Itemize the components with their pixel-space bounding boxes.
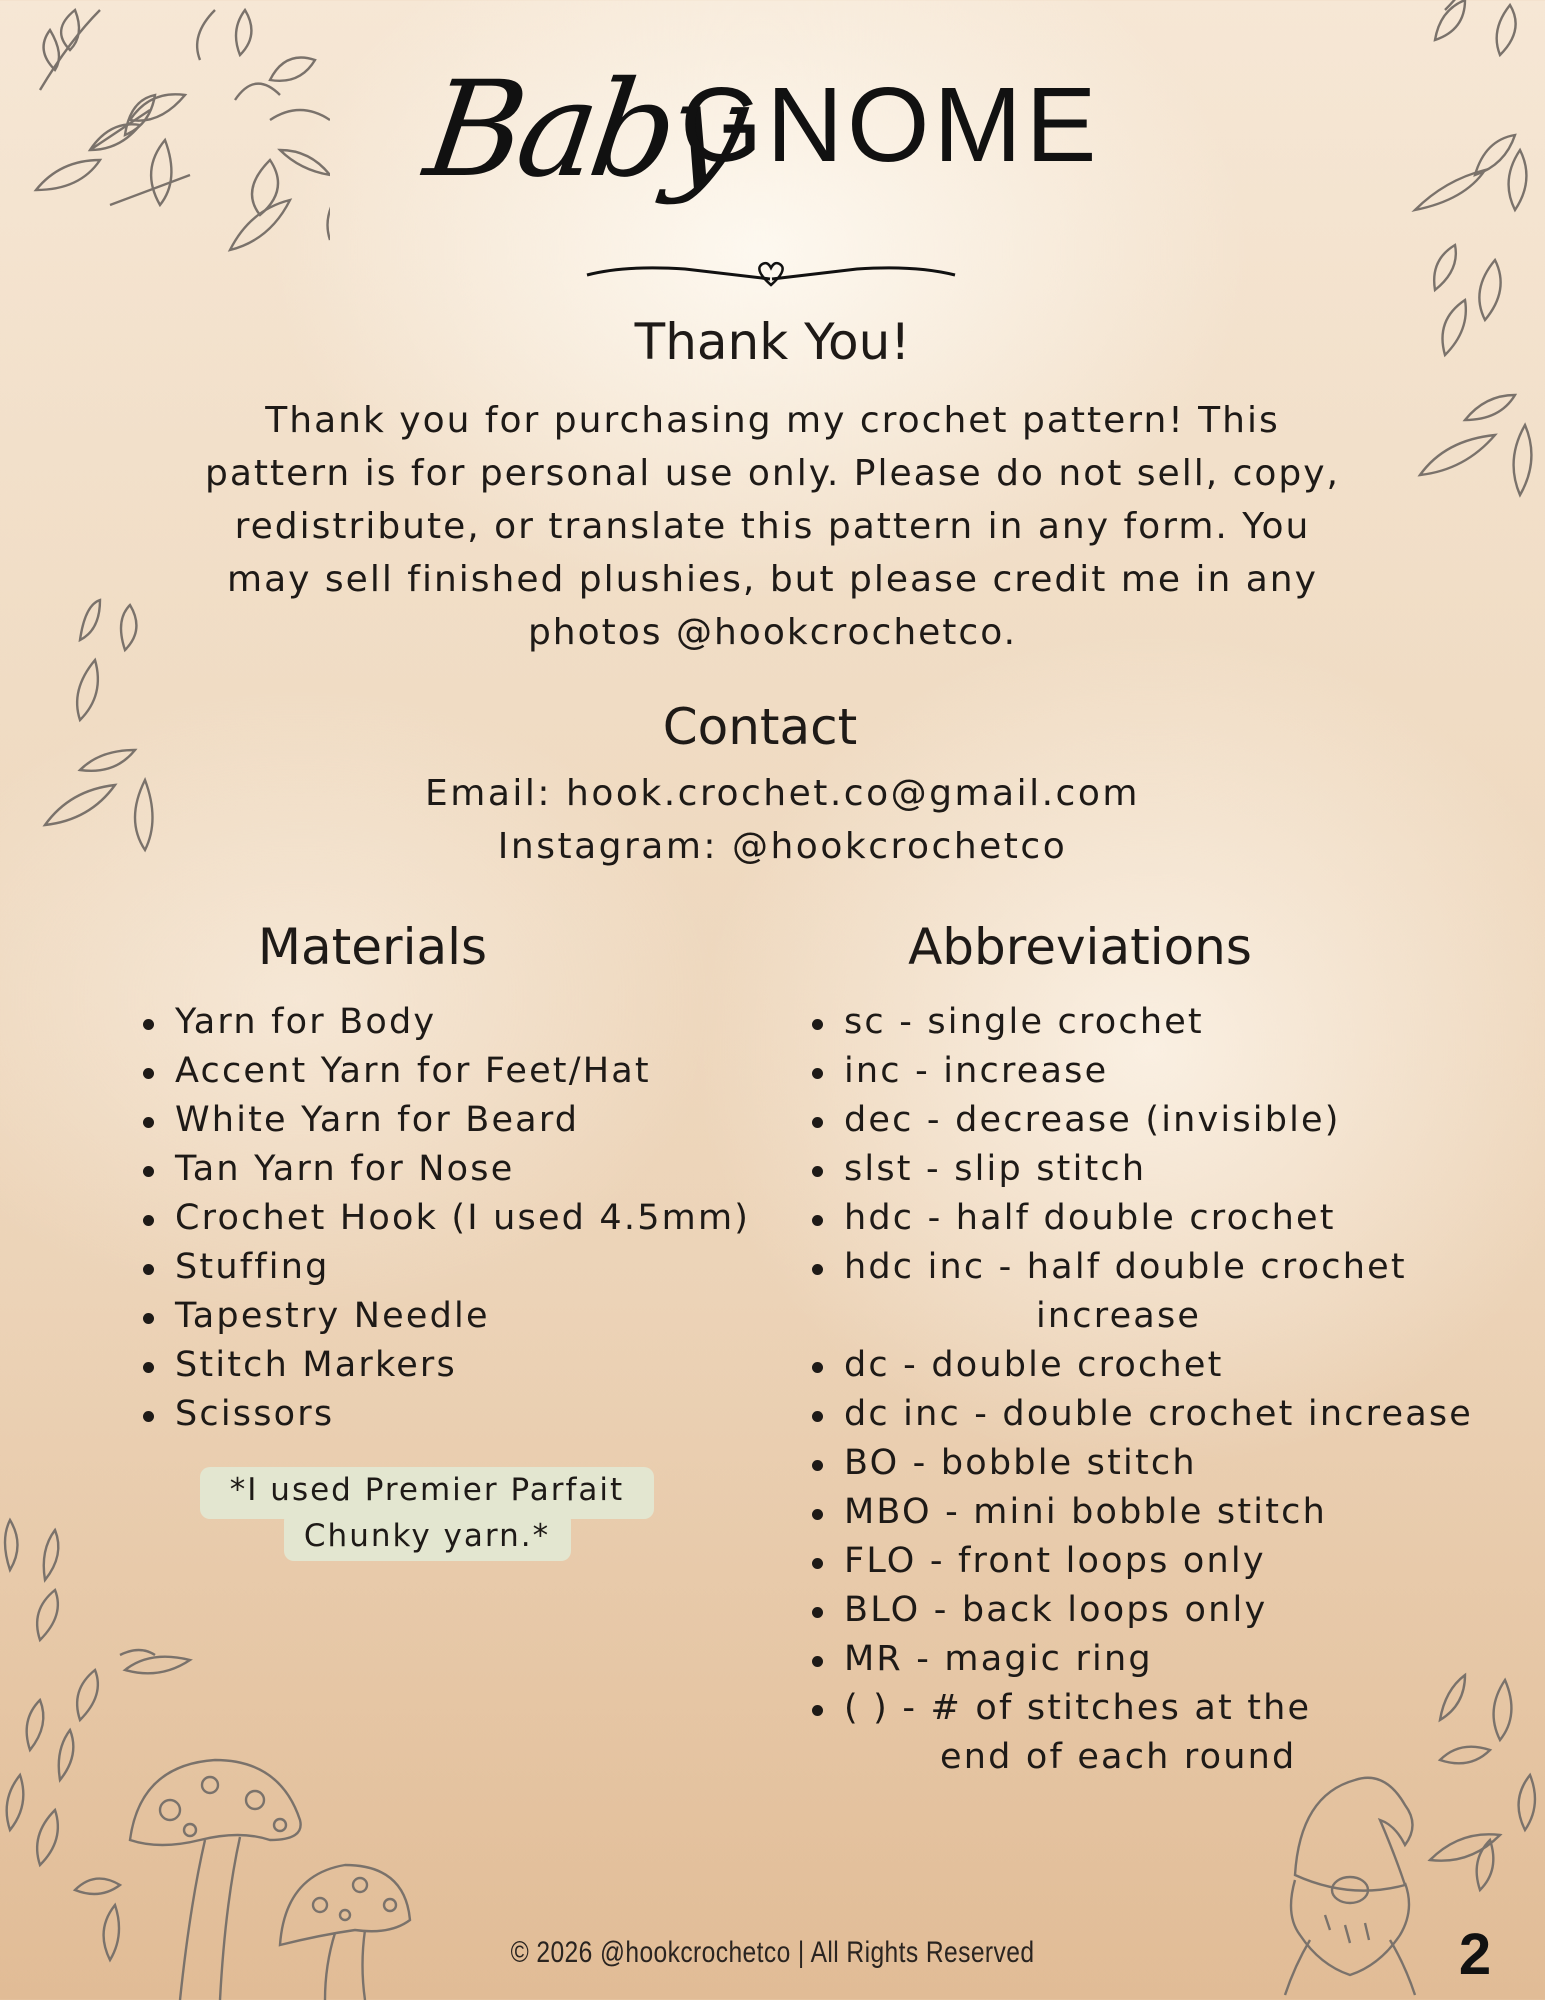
list-item: sc - single crochet [806,998,1473,1047]
list-item: Crochet Hook (I used 4.5mm) [137,1194,750,1243]
list-item: dec - decrease (invisible) [806,1096,1473,1145]
contact-instagram: Instagram: @hookcrochetco [497,826,1068,867]
thank-you-line: Thank you for purchasing my crochet pattern! This [265,400,1280,441]
list-item: Accent Yarn for Feet/Hat [137,1047,750,1096]
list-item: White Yarn for Beard [137,1096,750,1145]
contact-email: Email: hook.crochet.co@gmail.com [425,773,1140,814]
thank-you-line: photos @hookcrochetco. [527,612,1018,653]
list-item: Stitch Markers [137,1341,750,1390]
leaf-sprig-icon [1405,0,1545,520]
list-item: hdc - half double crochet [806,1194,1473,1243]
thank-you-paragraph [150,394,1395,659]
page-number: 2 [1458,1922,1492,1987]
thank-you-line: may sell finished plushies, but please credit me in any [227,559,1318,600]
list-item: dc inc - double crochet increase [806,1390,1473,1439]
thank-you-heading: Thank You! [634,313,911,371]
thank-you-line: redistribute, or translate this pattern in any form. You [234,506,1311,547]
list-item: MBO - mini bobble stitch [806,1488,1473,1537]
list-item: FLO - front loops only [806,1537,1473,1586]
list-item: Scissors [137,1390,750,1439]
yarn-note-line: Chunky yarn.* [303,1518,551,1554]
contact-heading: Contact [662,698,858,756]
abbreviations-heading: Abbreviations [908,918,1252,976]
list-item: Tapestry Needle [137,1292,750,1341]
list-item: BLO - back loops only [806,1586,1473,1635]
title-main-word: GNOME [680,66,1101,184]
leaf-sprig-icon [30,0,330,270]
materials-list [137,998,750,1439]
list-item-continuation: increase [1036,1296,1202,1336]
copyright-footer: © 2026 @hookcrochetco | All Rights Reserved [510,1936,1035,1969]
abbreviations-list [806,998,1473,1782]
list-item: MR - magic ring [806,1635,1473,1684]
list-item-text: ( ) - # of stitches at the [844,1688,1312,1728]
list-item [806,1243,1473,1341]
list-item-continuation: end of each round [940,1737,1297,1777]
list-item-text: hdc inc - half double crochet [844,1247,1407,1287]
list-item [806,1684,1473,1782]
list-item: inc - increase [806,1047,1473,1096]
thank-you-line: pattern is for personal use only. Please do not sell, copy, [204,453,1341,494]
yarn-note-line: *I used Premier Parfait [229,1472,625,1508]
list-item: Tan Yarn for Nose [137,1145,750,1194]
list-item: BO - bobble stitch [806,1439,1473,1488]
leaf-sprig-icon [0,1510,200,1990]
materials-heading: Materials [257,918,488,976]
list-item: Stuffing [137,1243,750,1292]
list-item: Yarn for Body [137,998,750,1047]
yarn-note [200,1467,654,1562]
title-script-word: Baby [417,53,750,207]
heart-divider-icon [585,255,957,295]
list-item: slst - slip stitch [806,1145,1473,1194]
list-item: dc - double crochet [806,1341,1473,1390]
